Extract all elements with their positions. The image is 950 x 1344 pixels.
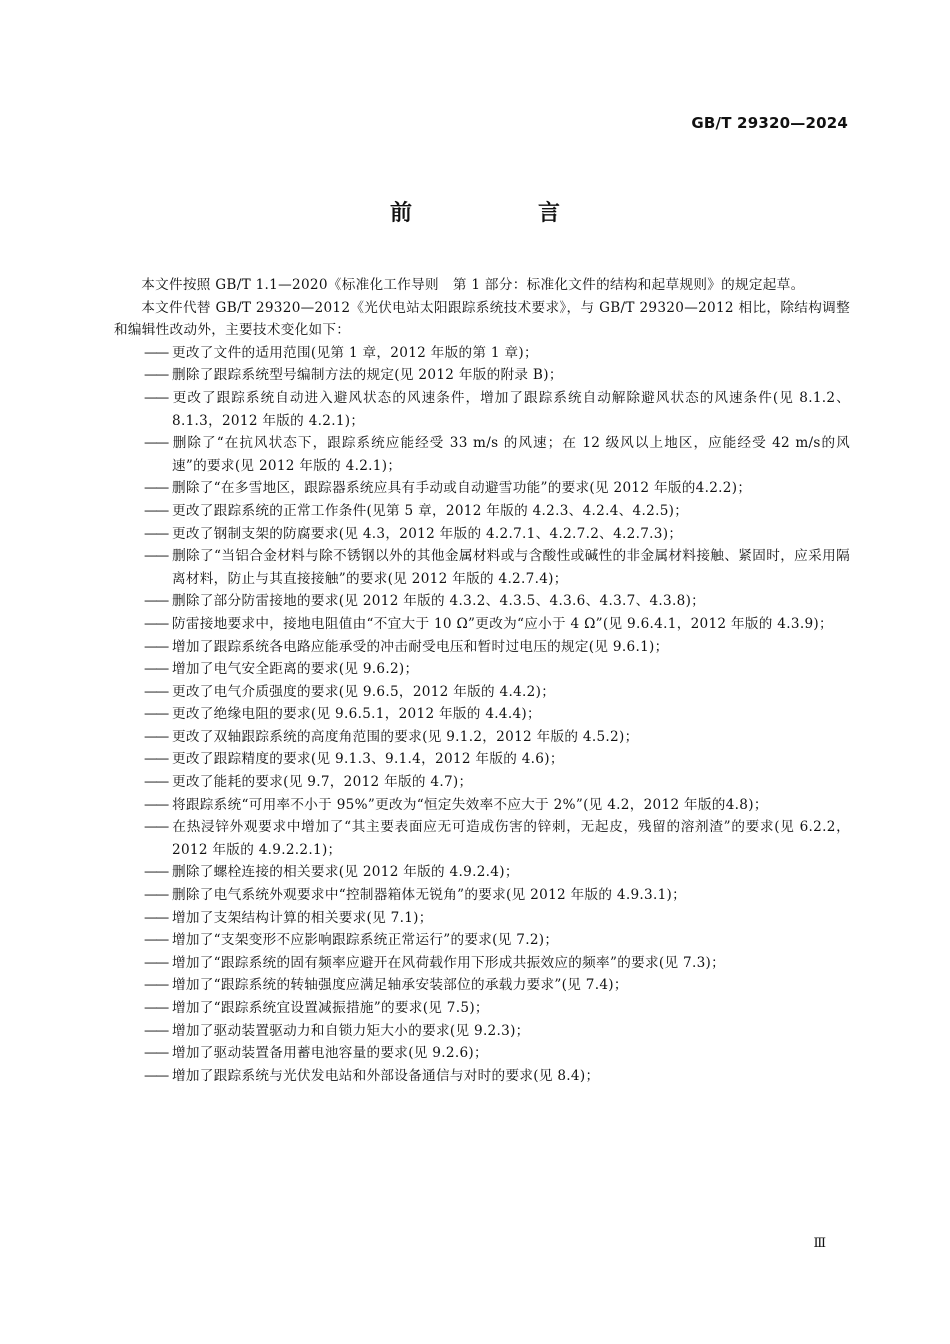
list-item-text: 更改了跟踪系统自动进入避风状态的风速条件，增加了跟踪系统自动解除避风状态的风速条件(见 8.1.2、8.1.3，2012 年版的 4.2.1)； [172,389,850,429]
list-dash: —— [144,593,168,610]
list-dash: —— [144,615,168,632]
list-item [114,907,850,930]
list-dash: —— [144,435,168,452]
list-dash: —— [144,367,168,384]
list-item [114,1020,850,1043]
list-item [114,387,850,432]
list-item [114,342,850,365]
list-item-text: 更改了电气介质强度的要求(见 9.6.5，2012 年版的 4.4.2)； [172,683,556,700]
list-dash: —— [144,706,168,723]
list-item [114,726,850,749]
list-item [114,658,850,681]
list-item [114,884,850,907]
list-dash: —— [144,661,168,678]
list-item [114,997,850,1020]
list-dash: —— [144,525,168,542]
paragraph-replacement-note: 本文件代替 GB/T 29320—2012《光伏电站太阳跟踪系统技术要求》，与 GB/T 29320—2012 相比，除结构调整和编辑性改动外，主要技术变化如下： [114,299,850,339]
list-dash: —— [144,1022,168,1039]
list-item [114,771,850,794]
list-dash: —— [144,344,168,361]
list-item [114,613,850,636]
list-item-text: 增加了支架结构计算的相关要求(见 7.1)； [172,909,433,926]
list-dash: —— [144,480,168,497]
list-item-text: 防雷接地要求中，接地电阻值由“不宜大于 10 Ω”更改为“应小于 4 Ω”(见 9.6.4.1，2012 年版的 4.3.9)； [172,615,833,632]
list-item-text: 删除了螺栓连接的相关要求(见 2012 年版的 4.9.2.4)； [172,864,519,881]
list-item-text: 更改了能耗的要求(见 9.7，2012 年版的 4.7)； [172,774,473,791]
list-item-text: 删除了“当铝合金材料与除不锈钢以外的其他金属材料或与含酸性或碱性的非金属材料接触、紧固时，应采用隔离材料，防止与其直接接触”的要求(见 2012 年版的 4.2.7.4)； [172,548,850,587]
list-item [114,477,850,500]
list-dash: —— [144,954,168,971]
list-dash: —— [144,977,168,994]
list-item-text: 增加了跟踪系统与光伏发电站和外部设备通信与对时的要求(见 8.4)； [172,1067,600,1084]
list-item [114,590,850,613]
list-item [114,636,850,659]
paragraph-drafting-rules: 本文件按照 GB/T 1.1—2020《标准化工作导则 第 1 部分：标准化文件的结构和起草规则》的规定起草。 [141,277,805,293]
list-item [114,681,850,704]
list-item-text: 在热浸锌外观要求中增加了“其主要表面应无可造成伤害的锌刺，无起皮，残留的溶剂渣”的要求(见 6.2.2，2012 年版的 4.9.2.2.1)； [172,819,850,858]
list-item-text: 增加了“跟踪系统的转轴强度应满足轴承安装部位的承载力要求”(见 7.4)； [172,977,628,994]
list-dash: —— [144,751,168,768]
list-dash: —— [144,389,168,406]
list-dash: —— [144,728,168,745]
list-item [114,1042,850,1065]
list-dash: —— [144,1000,168,1016]
list-item [114,703,850,726]
list-item [114,794,850,817]
list-item-text: 增加了驱动装置驱动力和自锁力矩大小的要求(见 9.2.3)； [172,1022,530,1039]
list-item-text: 更改了跟踪系统的正常工作条件(见第 5 章，2012 年版的 4.2.3、4.2.4、4.2.5)； [172,502,689,519]
list-item-text: 增加了“支架变形不应影响跟踪系统正常运行”的要求(见 7.2)； [172,932,559,949]
list-item [114,523,850,546]
list-item [114,816,850,861]
list-dash: —— [144,932,168,949]
page-number: Ⅲ [813,1236,826,1251]
list-item-text: 删除了电气系统外观要求中“控制器箱体无锐角”的要求(见 2012 年版的 4.9.3.1)； [172,887,687,904]
list-dash: —— [144,864,168,881]
list-item [114,545,850,590]
list-item [114,1065,850,1088]
list-item [114,500,850,523]
list-item [114,929,850,952]
document-body [114,274,850,1087]
list-item [114,432,850,477]
list-dash: —— [144,502,168,519]
list-dash: —— [144,796,168,813]
list-item-text: 增加了跟踪系统各电路应能承受的冲击耐受电压和暂时过电压的规定(见 9.6.1)； [172,638,669,655]
list-item-text: 更改了双轴跟踪系统的高度角范围的要求(见 9.1.2，2012 年版的 4.5.2)； [172,728,639,745]
list-item-text: 增加了“跟踪系统宜设置减振措施”的要求(见 7.5)； [172,1000,489,1016]
list-item-text: 删除了“在抗风状态下，跟踪系统应能经受 33 m/s 的风速；在 12 级风以上地区，应能经受 42 m/s的风速”的要求(见 2012 年版的 4.2.1)； [172,435,850,474]
page-title: 前 言 [389,201,612,226]
list-item-text: 更改了钢制支架的防腐要求(见 4.3，2012 年版的 4.2.7.1、4.2.7.2、4.2.7.3)； [172,525,683,542]
list-item-text: 增加了驱动装置备用蓄电池容量的要求(见 9.2.6)； [172,1045,488,1062]
list-item [114,861,850,884]
list-dash: —— [144,819,168,836]
list-item-text: 更改了文件的适用范围(见第 1 章，2012 年版的第 1 章)； [172,344,538,361]
list-item-text: 将跟踪系统“可用率不小于 95%”更改为“恒定失效率不应大于 2%”(见 4.2，2012 年版的4.8)； [172,796,768,813]
list-item-text: 删除了跟踪系统型号编制方法的规定(见 2012 年版的附录 B)； [172,367,563,384]
list-dash: —— [144,774,168,791]
list-dash: —— [144,638,168,655]
list-dash: —— [144,1067,168,1084]
list-dash: —— [144,683,168,700]
list-dash: —— [144,909,168,926]
list-dash: —— [144,1045,168,1062]
list-dash: —— [144,548,168,565]
technical-changes-list [114,342,850,1088]
list-item-text: 更改了绝缘电阻的要求(见 9.6.5.1，2012 年版的 4.4.4)； [172,706,541,723]
list-item-text: 删除了部分防雷接地的要求(见 2012 年版的 4.3.2、4.3.5、4.3.6、4.3.7、4.3.8)； [172,593,706,610]
list-item [114,364,850,387]
list-item [114,748,850,771]
list-item [114,974,850,997]
list-dash: —— [144,887,168,904]
list-item-text: 删除了“在多雪地区，跟踪器系统应具有手动或自动避雪功能”的要求(见 2012 年版的4.2.2)； [172,480,752,497]
list-item-text: 更改了跟踪精度的要求(见 9.1.3、9.1.4，2012 年版的 4.6)； [172,751,564,768]
list-item [114,952,850,975]
list-item-text: 增加了“跟踪系统的固有频率应避开在风荷载作用下形成共振效应的频率”的要求(见 7.3)； [172,954,726,971]
document-code: GB/T 29320—2024 [691,114,848,132]
list-item-text: 增加了电气安全距离的要求(见 9.6.2)； [172,661,419,678]
